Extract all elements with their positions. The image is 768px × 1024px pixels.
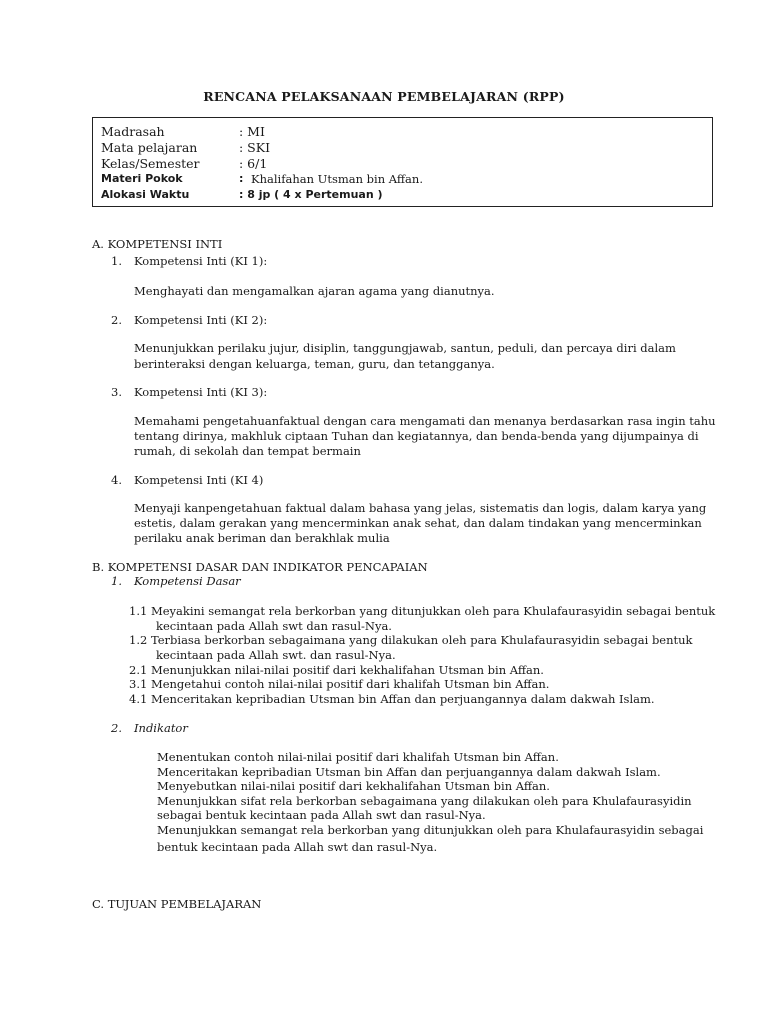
materi-value: Khalifahan Utsman bin Affan.	[251, 172, 423, 186]
madrasah-value: : MI	[239, 124, 265, 139]
indikator-item-2: Menceritakan kepribadian Utsman bin Affan dan perjuangannya dalam dakwah Islam.	[157, 765, 661, 779]
ki4-line-2: estetis, dalam gerakan yang mencerminkan anak sehat, dan dalam tindakan yang mencerminkan	[134, 516, 702, 530]
mapel-value: : SKI	[239, 140, 271, 155]
ki4-number: 4.	[111, 473, 122, 487]
section-b-heading: B. KOMPETENSI DASAR DAN INDIKATOR PENCAPAIAN	[92, 560, 428, 574]
ki4-line-3: perilaku anak beriman dan berakhlak mulia	[134, 531, 390, 545]
kd-2-1: 2.1 Menunjukkan nilai-nilai positif dari kekhalifahan Utsman bin Affan.	[129, 663, 544, 677]
indikator-item-4-line-1: Menunjukkan sifat rela berkorban sebagaimana yang dilakukan oleh para Khulafaurasyidin	[157, 794, 692, 808]
indikator-item-5-line-2: bentuk kecintaan pada Allah swt dan rasul-Nya.	[157, 840, 438, 854]
ki2-line-2: berinteraksi dengan keluarga, teman, guru, dan tetangganya.	[134, 357, 495, 371]
kd-1-1-line-1: 1.1 Meyakini semangat rela berkorban yang ditunjukkan oleh para Khulafaurasyidin sebagai bentuk	[129, 604, 716, 618]
mapel-label: Mata pelajaran	[101, 140, 198, 155]
madrasah-label: Madrasah	[101, 124, 165, 139]
kd-1-2-line-2: kecintaan pada Allah swt. dan rasul-Nya.	[156, 648, 396, 662]
ki2-line-1: Menunjukkan perilaku jujur, disiplin, tanggungjawab, santun, peduli, dan percaya diri dalam	[134, 341, 676, 355]
kd-1-1-line-2: kecintaan pada Allah swt dan rasul-Nya.	[156, 619, 392, 633]
page-title: RENCANA PELAKSANAAN PEMBELAJARAN (RPP)	[203, 89, 565, 104]
kd-3-1: 3.1 Mengetahui contoh nilai-nilai positif dari khalifah Utsman bin Affan.	[129, 677, 550, 691]
kd-title: Kompetensi Dasar	[134, 574, 241, 588]
ki1-title: Kompetensi Inti (KI 1):	[134, 254, 268, 268]
identity-box	[92, 117, 713, 207]
section-a-heading: A. KOMPETENSI INTI	[92, 237, 223, 251]
indikator-item-4-line-2: sebagai bentuk kecintaan pada Allah swt dan rasul-Nya.	[157, 808, 486, 822]
ki2-number: 2.	[111, 313, 122, 327]
ki3-line-3: rumah, di sekolah dan tempat bermain	[134, 444, 361, 458]
ki2-title: Kompetensi Inti (KI 2):	[134, 313, 268, 327]
ki3-number: 3.	[111, 385, 122, 399]
indikator-title: Indikator	[134, 721, 188, 735]
kelas-label: Kelas/Semester	[101, 156, 200, 171]
indikator-item-1: Menentukan contoh nilai-nilai positif dari khalifah Utsman bin Affan.	[157, 750, 559, 764]
alokasi-label: Alokasi Waktu	[101, 188, 190, 201]
ki1-number: 1.	[111, 254, 122, 268]
ki4-title: Kompetensi Inti (KI 4)	[134, 473, 264, 487]
ki1-text: Menghayati dan mengamalkan ajaran agama yang dianutnya.	[134, 284, 495, 298]
kd-1-2-line-1: 1.2 Terbiasa berkorban sebagaimana yang dilakukan oleh para Khulafaurasyidin sebagai bentuk	[129, 633, 693, 647]
materi-colon: :	[239, 172, 244, 185]
ki3-line-2: tentang dirinya, makhluk ciptaan Tuhan dan kegiatannya, dan benda-benda yang dijumpainya di	[134, 429, 699, 443]
alokasi-value: : 8 jp ( 4 x Pertemuan )	[239, 188, 383, 201]
materi-label: Materi Pokok	[101, 172, 183, 185]
ki4-line-1: Menyaji kanpengetahuan faktual dalam bahasa yang jelas, sistematis dan logis, dalam karya yang	[134, 501, 707, 515]
kelas-value: : 6/1	[239, 156, 268, 171]
section-c-heading: C. TUJUAN PEMBELAJARAN	[92, 897, 262, 911]
indikator-item-5-line-1: Menunjukkan semangat rela berkorban yang ditunjukkan oleh para Khulafaurasyidin sebagai	[157, 823, 704, 837]
ki3-line-1: Memahami pengetahuanfaktual dengan cara mengamati dan menanya berdasarkan rasa ingin tahu	[134, 414, 716, 428]
kd-number: 1.	[111, 574, 122, 588]
indikator-number: 2.	[111, 721, 122, 735]
indikator-item-3: Menyebutkan nilai-nilai positif dari kekhalifahan Utsman bin Affan.	[157, 779, 550, 793]
ki3-title: Kompetensi Inti (KI 3):	[134, 385, 268, 399]
kd-4-1: 4.1 Menceritakan kepribadian Utsman bin Affan dan perjuangannya dalam dakwah Islam.	[129, 692, 655, 706]
